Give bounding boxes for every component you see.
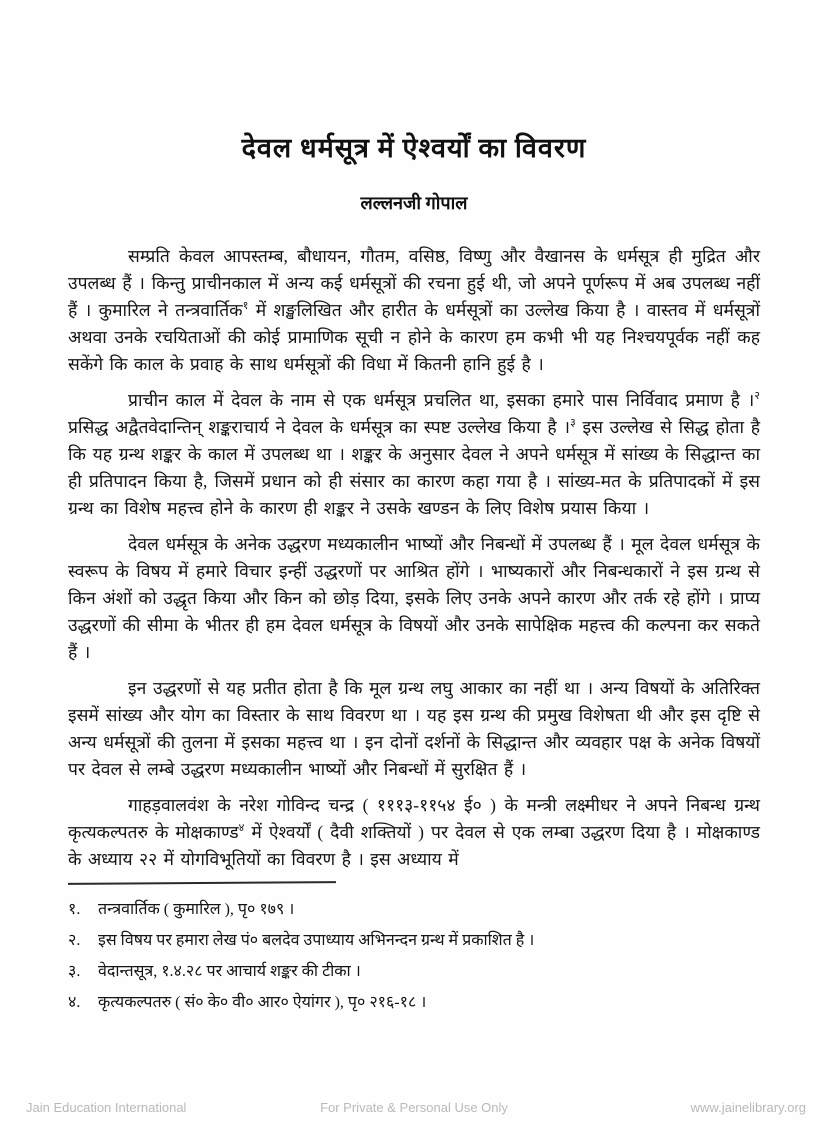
footnote-text: कृत्यकल्पतरु ( सं० के० वी० आर० ऐयांगर ), पृ० २१६-१८ । [98,994,427,1011]
footnote-text: वेदान्तसूत्र, १.४.२८ पर आचार्य शङ्कर की टीका । [98,963,361,980]
article-content [68,0,760,1018]
footnote-list [68,894,760,1018]
footnote-item [68,894,760,925]
footer-publisher: Jain Education International [26,1100,187,1115]
paragraph: इन उद्धरणों से यह प्रतीत होता है कि मूल ग्रन्थ लघु आकार का नहीं था । अन्य विषयों के अतिरिक्त इसमें सांख्य और योग का विस्तार के साथ विवरण था । यह इस ग्रन्थ की प्रमुख विशेषता थी और इस दृष्टि से अन्य धर्मसूत्रों की तुलना में इसका महत्त्व था । इन दोनों दर्शनों के सिद्धान्त और व्यवहार पक्ष के अनेक विषयों पर देवल से लम्बे उद्धरण मध्यकालीन भाष्यों और निबन्धों में सुरक्षित हैं । [68,678,760,779]
paragraph: प्राचीन काल में देवल के नाम से एक धर्मसूत्र प्रचलित था, इसका हमारे पास निर्विवाद प्रमाण है ।$^२$ प्रसिद्ध अद्वैतवेदान्तिन् शङ्कराचार्य ने देवल के धर्मसूत्र का स्पष्ट उल्लेख किया है ।$^३$ इस उल्लेख से सिद्ध होता है कि यह ग्रन्थ शङ्कर के काल में उपलब्ध था । शङ्कर के अनुसार देवल ने अपने धर्मसूत्र में सांख्य के सिद्धान्त का ही प्रतिपादन किया है, जिसमें प्रधान को ही संसार का कारण कहा गया है । सांख्य-मत के प्रतिपादकों में इस ग्रन्थ का विशेष महत्त्व होने के कारण ही शङ्कर ने उसके खण्डन के लिए विशेष प्रयास किया । [68,390,760,518]
footnote-separator-line [68,881,336,885]
footnote-text: इस विषय पर हमारा लेख पं० बलदेव उपाध्याय अभिनन्दन ग्रन्थ में प्रकाशित है । [98,932,535,949]
footnote-number: ४. [68,994,81,1011]
footnote-item [68,925,760,956]
article-author: लल्लनजी गोपाल [360,193,468,213]
footer-usage-notice: For Private & Personal Use Only [320,1100,508,1115]
paragraph: सम्प्रति केवल आपस्तम्ब, बौधायन, गौतम, वसिष्ठ, विष्णु और वैखानस के धर्मसूत्र ही मुद्रित और उपलब्ध हैं । किन्तु प्राचीनकाल में अन्य कई धर्मसूत्रों की रचना हुई थी, जो अपने पूर्णरूप में अब उपलब्ध नहीं हैं । कुमारिल ने तन्त्रवार्तिक$^१$ में शङ्खलिखित और हारीत के धर्मसूत्रों का उल्लेख किया है । वास्तव में धर्मसूत्रों अथवा उनके रचयिताओं की कोई प्रामाणिक सूची न होने के कारण हम कभी भी यह निश्चयपूर्वक नहीं कह सकेंगे कि काल के प्रवाह के साथ धर्मसूत्रों की विधा में कितनी हानि हुई है । [68,246,760,374]
paragraph: गाहड़वालवंश के नरेश गोविन्द चन्द्र ( १११३-११५४ ई० ) के मन्त्री लक्ष्मीधर ने अपने निबन्ध ग्रन्थ कृत्यकल्पतरु के मोक्षकाण्ड$^४$ में ऐश्वर्यों ( दैवी शक्तियों ) पर देवल से एक लम्बा उद्धरण दिया है । मोक्षकाण्ड के अध्याय २२ में योगविभूतियों का विवरण है । इस अध्याय में [68,795,760,869]
footnote-text: तन्त्रवार्तिक ( कुमारिल ), पृ० १७९ । [98,901,295,918]
article-body [68,243,760,873]
article-title: देवल धर्मसूत्र में ऐश्वर्यों का विवरण [241,133,587,163]
footer-website: www.jainelibrary.org [690,1100,806,1115]
paragraph: देवल धर्मसूत्र के अनेक उद्धरण मध्यकालीन भाष्यों और निबन्धों में उपलब्ध हैं । मूल देवल धर्मसूत्र के स्वरूप के विषय में हमारे विचार इन्हीं उद्धरणों पर आश्रित होंगे । भाष्यकारों और निबन्धकारों ने इस ग्रन्थ से किन अंशों को उद्धृत किया और किन को छोड़ दिया, इसके लिए उनके अपने कारण और तर्क रहे होंगे । प्राप्य उद्धरणों की सीमा के भीतर ही हम देवल धर्मसूत्र के विषयों और उनके सापेक्षिक महत्त्व की कल्पना कर सकते हैं । [68,534,760,662]
footnote-number: २. [68,932,81,949]
footnote-item [68,987,760,1018]
footnote-item [68,956,760,987]
footnote-number: १. [68,901,81,918]
scan-footer [0,1100,828,1115]
footnote-number: ३. [68,963,81,980]
